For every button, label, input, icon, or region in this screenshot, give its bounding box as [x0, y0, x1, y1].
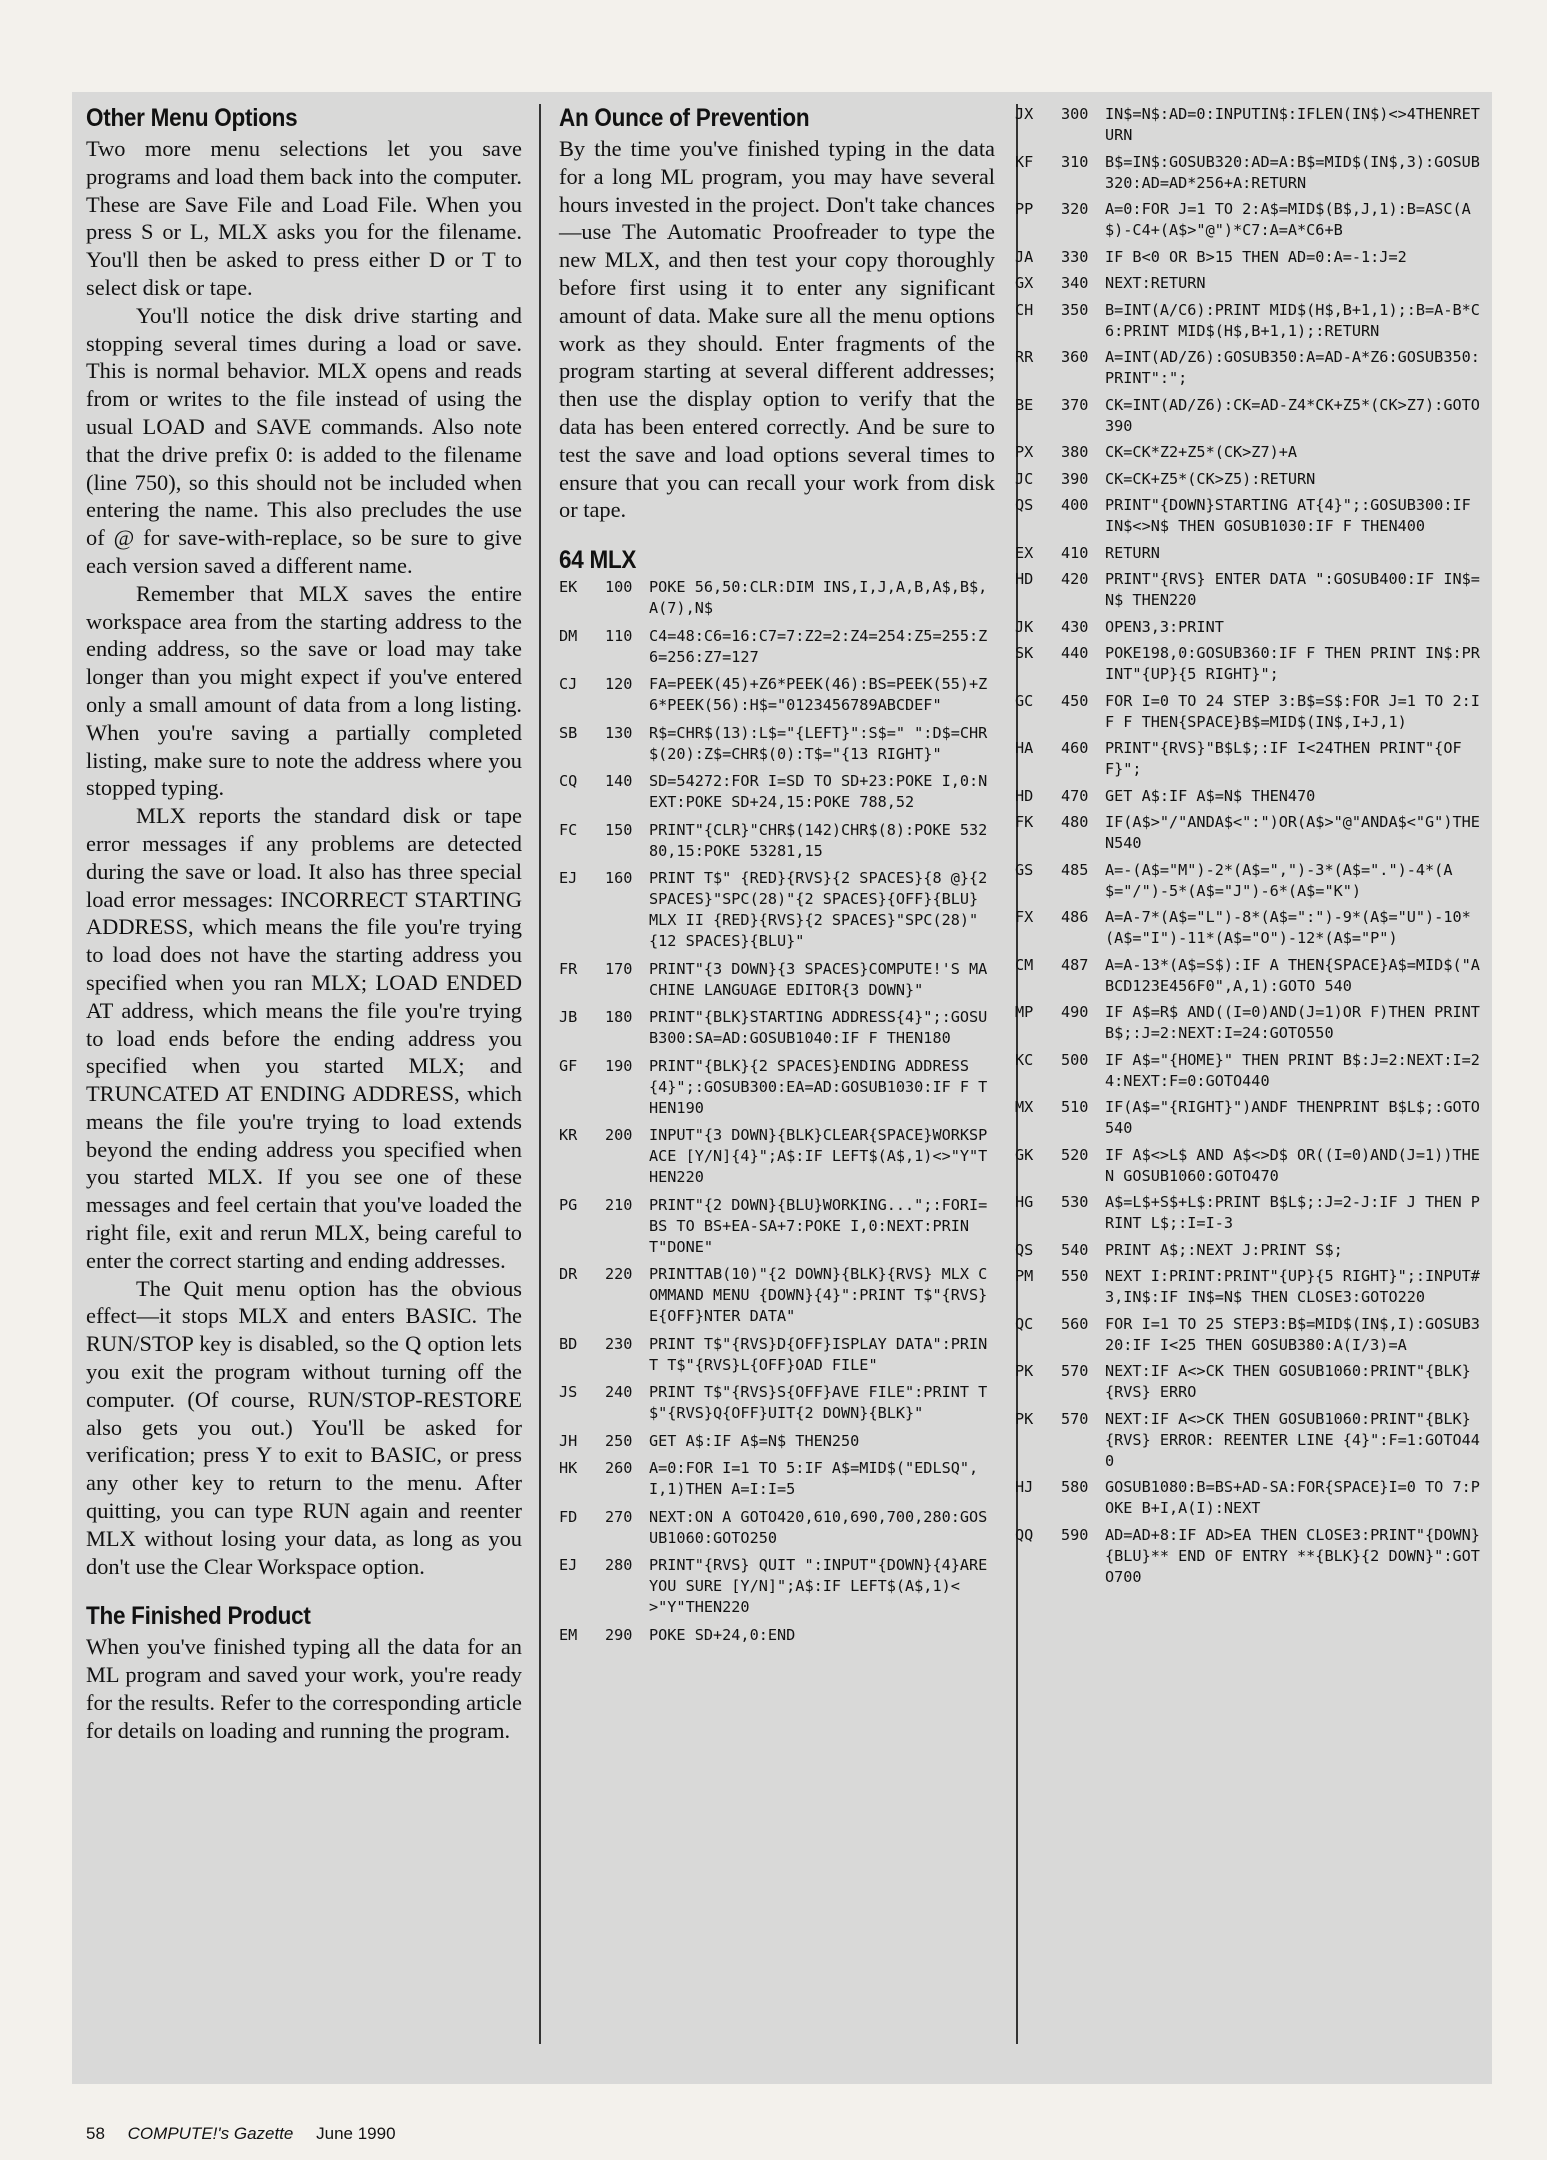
listing-line-number: 300 [1061, 105, 1089, 123]
column-3-listing [1015, 104, 1490, 1593]
listing-checksum: SB [559, 723, 578, 742]
listing-checksum: PK [1015, 1409, 1034, 1428]
listing-code: A=-(A$="M")-2*(A$=",")-3*(A$=".")-4*(A$="/")-5*(A$="J")-6*(A$="K") [1105, 860, 1453, 900]
heading-other-menu-options: Other Menu Options [86, 104, 298, 132]
listing-line [1015, 907, 1485, 949]
listing-line [559, 1007, 995, 1049]
listing-code: OPEN3,3:PRINT [1105, 617, 1224, 636]
listing-code: RETURN [1105, 543, 1160, 562]
listing-line-number: 430 [1061, 617, 1089, 636]
page-footer [86, 2124, 414, 2144]
listing-code: CK=CK+Z5*(CK>Z5):RETURN [1105, 469, 1316, 488]
listing-line-number: 410 [1061, 543, 1089, 562]
listing-line [559, 626, 995, 668]
listing-checksum: PP [1015, 200, 1034, 218]
listing-code: NEXT:IF A<>CK THEN GOSUB1060:PRINT"{BLK}{RVS} ERROR: REENTER LINE {4}":F=1:GOTO440 [1105, 1409, 1480, 1470]
listing-code: PRINT"{RVS} ENTER DATA ":GOSUB400:IF IN$=N$ THEN220 [1105, 570, 1480, 609]
listing-code: PRINT"{RVS}"B$L$;:IF I<24THEN PRINT"{OFF}"; [1105, 739, 1462, 778]
listing-checksum: QC [1015, 1314, 1034, 1333]
listing-checksum: JX [1015, 105, 1034, 123]
listing-code: INPUT"{3 DOWN}{BLK}CLEAR{SPACE}WORKSPACE [Y/N]{4}";A$:IF LEFT$(A$,1)<>"Y"THEN220 [649, 1126, 988, 1187]
listing-checksum: CH [1015, 300, 1034, 319]
listing-line [1015, 442, 1485, 463]
listing-code: POKE SD+24,0:END [649, 1625, 796, 1644]
listing-checksum: GC [1015, 691, 1034, 710]
listing-code: AD=AD+8:IF AD>EA THEN CLOSE3:PRINT"{DOWN}{BLU}** END OF ENTRY **{BLK}{2 DOWN}":GOTO700 [1105, 1525, 1480, 1586]
listing-code: IF A$="{HOME}" THEN PRINT B$:J=2:NEXT:I=24:NEXT:F=0:GOTO440 [1105, 1050, 1480, 1090]
listing-code: IF(A$>"/"ANDA$<":")OR(A$>"@"ANDA$<"G")THEN540 [1105, 813, 1480, 852]
listing-checksum: MX [1015, 1098, 1034, 1116]
listing-line [1015, 469, 1485, 490]
listing-line-number: 490 [1061, 1003, 1089, 1021]
listing-line [559, 1458, 995, 1500]
listing-code: B$=IN$:GOSUB320:AD=A:B$=MID$(IN$,3):GOSUB320:AD=AD*256+A:RETURN [1105, 152, 1480, 192]
listing-checksum: QS [1015, 496, 1034, 514]
listing-code: GOSUB1080:B=BS+AD-SA:FOR{SPACE}I=0 TO 7:POKE B+I,A(I):NEXT [1105, 1478, 1480, 1517]
listing-line [1015, 1192, 1485, 1234]
listing-line-number: 220 [605, 1265, 633, 1284]
listing-line-number: 470 [1061, 786, 1089, 805]
issue-date: June 1990 [316, 2124, 396, 2143]
listing-checksum: PK [1015, 1362, 1034, 1380]
listing-line-number: 390 [1061, 469, 1089, 488]
listing-code: PRINT A$;:NEXT J:PRINT S$; [1105, 1240, 1343, 1259]
listing-line [1015, 247, 1485, 268]
paragraph: MLX reports the standard disk or tape error messages if any problems are detected during the save or load. It also has three special load error messages: INCORRECT STARTING ADDRESS, which means the file you're trying to load does not have the starting address you specified when you ran MLX; LOAD ENDED AT address, which means the file you're trying to load ends before the ending address you specified when you started MLX; and TRUNCATED AT ENDING ADDRESS, which means the file you're trying to load extends beyond the ending address you specified when you started MLX. If you see one of these messages and feel certain that you've loaded the right file, exit and rerun MLX, being careful to enter the correct starting and ending addresses. [86, 803, 522, 1273]
listing-line-number: 510 [1061, 1098, 1089, 1116]
listing-line [1015, 199, 1485, 241]
page-number: 58 [86, 2124, 105, 2143]
listing-code: FOR I=0 TO 24 STEP 3:B$=S$:FOR J=1 TO 2:IF F THEN{SPACE}B$=MID$(IN$,I+J,1) [1105, 691, 1480, 731]
listing-code: CK=INT(AD/Z6):CK=AD-Z4*CK+Z5*(CK>Z7):GOTO390 [1105, 395, 1480, 435]
paragraph: By the time you've finished typing in the data for a long ML program, you may have several hours invested in the project. Don't take chances—use The Automatic Proofreader to type the new MLX, and then test your copy thoroughly before first using it to enter any significant amount of data. Make sure all the menu options work as they should. Enter fragments of the program starting at several different addresses; then use the display option to verify that the data has been entered correctly. And be sure to test the save and load options several times to ensure that you can recall your work from disk or tape. [559, 136, 995, 523]
listing-line [559, 1507, 995, 1549]
listing-line [1015, 1050, 1485, 1092]
listing-code: GET A$:IF A$=N$ THEN470 [1105, 786, 1316, 805]
listing-line-number: 486 [1061, 908, 1089, 926]
listing-line [1015, 617, 1485, 638]
listing-line-number: 320 [1061, 200, 1089, 218]
listing-checksum: JS [559, 1383, 578, 1402]
listing-line [559, 1555, 995, 1618]
listing-checksum: HK [559, 1459, 578, 1478]
listing-code: C4=48:C6=16:C7=7:Z2=2:Z4=254:Z5=255:Z6=256:Z7=127 [649, 626, 988, 666]
listing-line [1015, 1361, 1485, 1403]
listing-line-number: 350 [1061, 300, 1089, 319]
paragraph: Two more menu selections let you save programs and load them back into the computer. These are Save File and Load File. When you press S or L, MLX asks you for the filename. You'll then be asked to press either D or T to select disk or tape. [86, 136, 522, 300]
listing-code: PRINT T$"{RVS}S{OFF}AVE FILE":PRINT T$"{RVS}Q{OFF}UIT{2 DOWN}{BLK}" [649, 1383, 988, 1423]
listing-checksum: PX [1015, 443, 1034, 461]
listing-line-number: 530 [1061, 1193, 1089, 1211]
listing-code: SD=54272:FOR I=SD TO SD+23:POKE I,0:NEXT:POKE SD+24,15:POKE 788,52 [649, 772, 988, 812]
listing-line-number: 370 [1061, 395, 1089, 414]
listing-line-number: 560 [1061, 1314, 1089, 1333]
listing-line [1015, 1477, 1485, 1519]
listing-checksum: EK [559, 578, 578, 597]
listing-code: FOR I=1 TO 25 STEP3:B$=MID$(IN$,I):GOSUB320:IF I<25 THEN GOSUB380:A(I/3)=A [1105, 1314, 1480, 1354]
listing-line-number: 450 [1061, 691, 1089, 710]
listing-code: A=INT(AD/Z6):GOSUB350:A=AD-A*Z6:GOSUB350:PRINT":"; [1105, 348, 1480, 387]
listing-line [559, 959, 995, 1001]
listing-line [559, 577, 995, 619]
listing-code: POKE198,0:GOSUB360:IF F THEN PRINT IN$:PRINT"{UP}{5 RIGHT}"; [1105, 644, 1480, 683]
listing-checksum: FK [1015, 813, 1034, 831]
listing-line-number: 130 [605, 723, 633, 742]
listing-line [1015, 347, 1485, 389]
listing-line [559, 1431, 995, 1452]
listing-line [1015, 691, 1485, 733]
listing-checksum: MP [1015, 1003, 1034, 1021]
listing-line-number: 460 [1061, 739, 1089, 757]
listing-checksum: GF [559, 1056, 578, 1075]
listing-code: NEXT:RETURN [1105, 274, 1206, 292]
listing-line-number: 250 [605, 1431, 633, 1450]
listing-line [1015, 1409, 1485, 1472]
listing-code: IF A$=R$ AND((I=0)AND(J=1)OR F)THEN PRINT B$;:J=2:NEXT:I=24:GOTO550 [1105, 1003, 1490, 1042]
listing-line-number: 500 [1061, 1050, 1089, 1069]
listing-line [1015, 1240, 1485, 1261]
listing-code: PRINT T$"{RVS}D{OFF}ISPLAY DATA":PRINT T$"{RVS}L{OFF}OAD FILE" [649, 1334, 988, 1374]
listing-code: A=A-7*(A$="L")-8*(A$=":")-9*(A$="U")-10*(A$="I")-11*(A$="O")-12*(A$="P") [1105, 908, 1471, 947]
listing-line-number: 550 [1061, 1267, 1089, 1285]
listing-line [1015, 1145, 1485, 1187]
listing-line [1015, 395, 1485, 437]
column-1 [86, 104, 522, 1745]
listing-checksum: GS [1015, 860, 1034, 879]
listing-line [559, 1625, 995, 1646]
listing-checksum: EJ [559, 869, 578, 888]
listing-line-number: 210 [605, 1195, 633, 1214]
program-listing [559, 577, 995, 1646]
listing-checksum: FX [1015, 908, 1034, 926]
listing-line [1015, 104, 1485, 146]
listing-line [1015, 1097, 1485, 1139]
listing-line [1015, 569, 1485, 611]
listing-line-number: 290 [605, 1625, 633, 1644]
listing-checksum: HD [1015, 786, 1034, 805]
listing-line-number: 180 [605, 1008, 633, 1027]
listing-line [559, 1195, 995, 1258]
listing-code: NEXT:ON A GOTO420,610,690,700,280:GOSUB1060:GOTO250 [649, 1507, 988, 1547]
listing-line-number: 570 [1061, 1362, 1089, 1380]
listing-line [1015, 1002, 1490, 1044]
listing-checksum: QQ [1015, 1525, 1034, 1544]
paragraph: The Quit menu option has the obvious effect—it stops MLX and enters BASIC. The RUN/STOP key is disabled, so the Q option lets you exit the program without turning off the computer. (Of course, RUN/STOP-RESTORE also gets you out.) You'll be asked for verification; press Y to exit to BASIC, or press any other key to return to the menu. After quitting, you can type RUN again and reenter MLX without losing your data, as long as you don't use the Clear Workspace option. [86, 1275, 522, 1579]
listing-line-number: 230 [605, 1334, 633, 1353]
listing-code: IF(A$="{RIGHT}")ANDF THENPRINT B$L$;:GOTO540 [1105, 1098, 1480, 1137]
listing-line [1015, 643, 1485, 685]
listing-code: FA=PEEK(45)+Z6*PEEK(46):BS=PEEK(55)+Z6*PEEK(56):H$="0123456789ABCDEF" [649, 675, 988, 715]
listing-code: IF B<0 OR B>15 THEN AD=0:A=-1:J=2 [1105, 247, 1407, 266]
listing-line [559, 820, 995, 862]
listing-line [1015, 1314, 1485, 1356]
listing-code: B=INT(A/C6):PRINT MID$(H$,B+1,1);:B=A-B*C6:PRINT MID$(H$,B+1,1);:RETURN [1105, 300, 1480, 340]
listing-checksum: RR [1015, 348, 1034, 366]
listing-code: IN$=N$:AD=0:INPUTIN$:IFLEN(IN$)<>4THENRETURN [1105, 105, 1480, 144]
listing-line [559, 1264, 995, 1327]
listing-checksum: JA [1015, 247, 1034, 266]
listing-line-number: 520 [1061, 1145, 1089, 1164]
listing-checksum: EJ [559, 1556, 578, 1575]
listing-code: PRINT"{BLK}{2 SPACES}ENDING ADDRESS{4}";:GOSUB300:EA=AD:GOSUB1030:IF F THEN190 [649, 1056, 988, 1117]
listing-line [1015, 1266, 1485, 1308]
listing-checksum: HJ [1015, 1478, 1034, 1496]
listing-line-number: 360 [1061, 348, 1089, 366]
paragraph: Remember that MLX saves the entire workspace area from the starting address to the ending address, so the save or load may take longer than you might expect if you've entered only a small amount of data from a long listing. When you're saving a partially completed listing, make sure to note the address where you stopped typing. [86, 580, 522, 801]
listing-line [1015, 495, 1485, 537]
listing-code: GET A$:IF A$=N$ THEN250 [649, 1431, 860, 1450]
listing-line [559, 868, 995, 952]
listing-code: IF A$<>L$ AND A$<>D$ OR((I=0)AND(J=1))THEN GOSUB1060:GOTO470 [1105, 1145, 1480, 1185]
listing-line [1015, 955, 1485, 997]
listing-code: PRINT T$" {RED}{RVS}{2 SPACES}{8 @}{2 SPACES}"SPC(28)"{2 SPACES}{OFF}{BLU} MLX II {RED}{RVS}{2 SPACES}"SPC(28)"{12 SPACES}{BLU}" [649, 869, 997, 951]
listing-line [559, 1125, 995, 1188]
listing-code: NEXT I:PRINT:PRINT"{UP}{5 RIGHT}";:INPUT#3,IN$:IF IN$=N$ THEN CLOSE3:GOTO220 [1105, 1267, 1480, 1306]
listing-line [1015, 300, 1485, 342]
listing-checksum: BE [1015, 395, 1034, 414]
listing-line [1015, 786, 1485, 807]
listing-checksum: JB [559, 1008, 578, 1027]
listing-line-number: 400 [1061, 496, 1089, 514]
listing-line [1015, 273, 1485, 294]
listing-line-number: 270 [605, 1507, 633, 1526]
listing-checksum: CM [1015, 955, 1034, 974]
listing-code: PRINT"{2 DOWN}{BLU}WORKING...";:FORI=BS TO BS+EA-SA+7:POKE I,0:NEXT:PRINT"DONE" [649, 1195, 988, 1256]
magazine-name: COMPUTE!'s Gazette [127, 2124, 294, 2143]
listing-code: A$=L$+S$+L$:PRINT B$L$;:J=2-J:IF J THEN PRINT L$;:I=I-3 [1105, 1193, 1480, 1232]
listing-code: A=A-13*(A$=S$):IF A THEN{SPACE}A$=MID$("ABCD123E456F0",A,1):GOTO 540 [1105, 955, 1480, 995]
listing-line-number: 485 [1061, 860, 1089, 879]
listing-checksum: QS [1015, 1240, 1034, 1259]
listing-checksum: FD [559, 1507, 578, 1526]
listing-checksum: KC [1015, 1050, 1034, 1069]
listing-line-number: 160 [605, 869, 633, 888]
listing-code: POKE 56,50:CLR:DIM INS,I,J,A,B,A$,B$,A(7),N$ [649, 578, 988, 618]
listing-line-number: 340 [1061, 274, 1089, 292]
listing-line [559, 723, 995, 765]
listing-line [1015, 152, 1485, 194]
listing-line-number: 190 [605, 1056, 633, 1075]
listing-line-number: 110 [605, 626, 633, 645]
listing-line [1015, 860, 1485, 902]
listing-line-number: 140 [605, 772, 633, 791]
listing-line-number: 380 [1061, 443, 1089, 461]
paragraph: You'll notice the disk drive starting and stopping several times during a load or save. This is normal behavior. MLX opens and reads from or writes to the file instead of using the usual LOAD and SAVE commands. Also note that the drive prefix 0: is added to the filename (line 750), so this should not be included when entering the name. This also precludes the use of @ for save-with-replace, so be sure to give each version saved a different name. [86, 302, 522, 578]
paragraph: When you've finished typing all the data for an ML program and saved your work, you're ready for the results. Refer to the corresponding article for details on loading and running the program. [86, 1634, 522, 1743]
listing-line-number: 310 [1061, 152, 1089, 171]
listing-code: A=0:FOR I=1 TO 5:IF A$=MID$("EDLSQ",I,1)THEN A=I:I=5 [649, 1459, 979, 1499]
listing-line [559, 674, 995, 716]
listing-checksum: PM [1015, 1267, 1034, 1285]
listing-line-number: 240 [605, 1383, 633, 1402]
listing-line-number: 200 [605, 1126, 633, 1145]
listing-checksum: KF [1015, 152, 1034, 171]
listing-code: PRINT"{RVS} QUIT ":INPUT"{DOWN}{4}ARE YOU SURE [Y/N]";A$:IF LEFT$(A$,1)<>"Y"THEN220 [649, 1556, 997, 1617]
listing-checksum: GX [1015, 274, 1034, 292]
heading-ounce-of-prevention: An Ounce of Prevention [559, 104, 810, 132]
listing-code: PRINTTAB(10)"{2 DOWN}{BLK}{RVS} MLX COMMAND MENU {DOWN}{4}":PRINT T$"{RVS}E{OFF}NTER DATA" [649, 1265, 988, 1326]
listing-line-number: 170 [605, 959, 633, 978]
listing-code: PRINT"{3 DOWN}{3 SPACES}COMPUTE!'S MACHINE LANGUAGE EDITOR{3 DOWN}" [649, 959, 988, 999]
listing-line [1015, 812, 1485, 854]
listing-code: R$=CHR$(13):L$="{LEFT}":S$=" ":D$=CHR$(20):Z$=CHR$(0):T$="{13 RIGHT}" [649, 723, 988, 763]
listing-line [1015, 543, 1485, 564]
listing-code: NEXT:IF A<>CK THEN GOSUB1060:PRINT"{BLK}{RVS} ERRO [1105, 1362, 1471, 1401]
listing-checksum: DM [559, 626, 578, 645]
listing-line [559, 1334, 995, 1376]
listing-code: A=0:FOR J=1 TO 2:A$=MID$(B$,J,1):B=ASC(A$)-C4+(A$>"@")*C7:A=A*C6+B [1105, 200, 1471, 239]
column-rule-left [539, 104, 541, 2044]
listing-line-number: 150 [605, 820, 633, 839]
listing-code: PRINT"{BLK}STARTING ADDRESS{4}";:GOSUB300:SA=AD:GOSUB1040:IF F THEN180 [649, 1008, 988, 1048]
listing-checksum: SK [1015, 644, 1034, 662]
listing-code: PRINT"{CLR}"CHR$(142)CHR$(8):POKE 53280,15:POKE 53281,15 [649, 820, 988, 860]
listing-checksum: HG [1015, 1193, 1034, 1211]
listing-line-number: 540 [1061, 1240, 1089, 1259]
column-2 [559, 104, 995, 1652]
listing-line-number: 260 [605, 1459, 633, 1478]
listing-line-number: 420 [1061, 570, 1089, 588]
listing-code: PRINT"{DOWN}STARTING AT{4}";:GOSUB300:IF IN$<>N$ THEN GOSUB1030:IF F THEN400 [1105, 496, 1480, 535]
listing-line-number: 570 [1061, 1409, 1089, 1428]
listing-checksum: CJ [559, 675, 578, 694]
listing-line [559, 1056, 995, 1119]
listing-line-number: 590 [1061, 1525, 1089, 1544]
listing-line-number: 120 [605, 675, 633, 694]
heading-64-mlx: 64 MLX [559, 546, 637, 575]
listing-line-number: 330 [1061, 247, 1089, 266]
listing-checksum: KR [559, 1126, 578, 1145]
listing-checksum: FC [559, 820, 578, 839]
listing-checksum: EM [559, 1625, 578, 1644]
listing-checksum: JH [559, 1431, 578, 1450]
listing-checksum: EX [1015, 543, 1034, 562]
heading-finished-product: The Finished Product [86, 1602, 311, 1631]
listing-checksum: HA [1015, 739, 1034, 757]
listing-line-number: 280 [605, 1556, 633, 1575]
listing-checksum: PG [559, 1195, 578, 1214]
listing-line [559, 1382, 995, 1424]
listing-checksum: HD [1015, 570, 1034, 588]
listing-checksum: JC [1015, 469, 1034, 488]
listing-line [1015, 738, 1485, 780]
listing-line [559, 771, 995, 813]
listing-checksum: BD [559, 1334, 578, 1353]
listing-checksum: DR [559, 1265, 578, 1284]
listing-code: CK=CK*Z2+Z5*(CK>Z7)+A [1105, 443, 1298, 461]
listing-line-number: 440 [1061, 644, 1089, 662]
listing-checksum: GK [1015, 1145, 1034, 1164]
listing-line-number: 580 [1061, 1478, 1089, 1496]
listing-line-number: 100 [605, 578, 633, 597]
listing-checksum: JK [1015, 617, 1034, 636]
listing-line [1015, 1525, 1485, 1588]
listing-checksum: FR [559, 959, 578, 978]
listing-line-number: 480 [1061, 813, 1089, 831]
listing-checksum: CQ [559, 772, 578, 791]
listing-line-number: 487 [1061, 955, 1089, 974]
